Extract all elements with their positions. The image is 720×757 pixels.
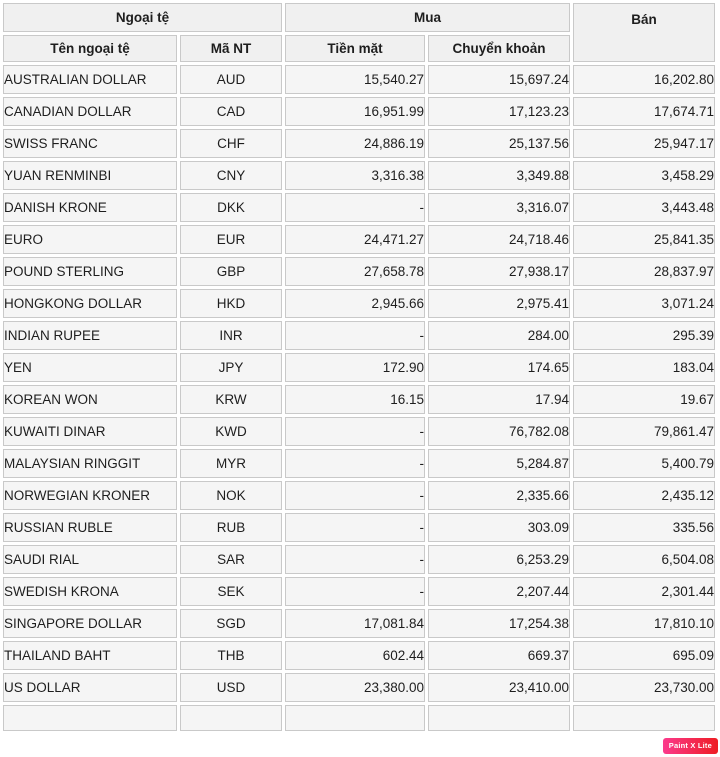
currency-name: DANISH KRONE	[3, 193, 177, 222]
sell-rate: 17,674.71	[573, 97, 715, 126]
cash-buy-rate: -	[285, 193, 425, 222]
currency-code: MYR	[180, 449, 282, 478]
table-row-cny	[3, 161, 715, 190]
currency-name: SWEDISH KRONA	[3, 577, 177, 606]
transfer-buy-rate: 303.09	[428, 513, 570, 542]
table-row-nok	[3, 481, 715, 510]
sell-rate: 19.67	[573, 385, 715, 414]
transfer-buy-rate: 25,137.56	[428, 129, 570, 158]
transfer-buy-rate: 24,718.46	[428, 225, 570, 254]
cash-buy-rate: 17,081.84	[285, 609, 425, 638]
table-row-kwd	[3, 417, 715, 446]
transfer-buy-rate: 669.37	[428, 641, 570, 670]
transfer-buy-rate: 3,349.88	[428, 161, 570, 190]
table-row-chf	[3, 129, 715, 158]
table-row-myr	[3, 449, 715, 478]
transfer-buy-rate: 76,782.08	[428, 417, 570, 446]
currency-name: HONGKONG DOLLAR	[3, 289, 177, 318]
transfer-buy-rate: 17,254.38	[428, 609, 570, 638]
table-row-krw	[3, 385, 715, 414]
currency-name: CANADIAN DOLLAR	[3, 97, 177, 126]
cash-buy-rate: 602.44	[285, 641, 425, 670]
table-body	[3, 65, 715, 731]
sell-rate: 295.39	[573, 321, 715, 350]
currency-code: AUD	[180, 65, 282, 94]
cash-buy-rate: -	[285, 513, 425, 542]
cash-buy-rate: 16.15	[285, 385, 425, 414]
currency-name: THAILAND BAHT	[3, 641, 177, 670]
sell-rate: 25,947.17	[573, 129, 715, 158]
currency-code: SGD	[180, 609, 282, 638]
transfer-buy-rate	[428, 705, 570, 731]
paint-x-lite-watermark: Paint X Lite	[663, 738, 718, 754]
currency-code: RUB	[180, 513, 282, 542]
sell-rate: 17,810.10	[573, 609, 715, 638]
currency-name: SWISS FRANC	[3, 129, 177, 158]
currency-code: HKD	[180, 289, 282, 318]
table-header	[3, 3, 715, 62]
currency-name: SAUDI RIAL	[3, 545, 177, 574]
currency-name: RUSSIAN RUBLE	[3, 513, 177, 542]
sell-rate: 79,861.47	[573, 417, 715, 446]
currency-name: KUWAITI DINAR	[3, 417, 177, 446]
cash-buy-rate: 27,658.78	[285, 257, 425, 286]
currency-code	[180, 705, 282, 731]
transfer-buy-rate: 3,316.07	[428, 193, 570, 222]
currency-name: YUAN RENMINBI	[3, 161, 177, 190]
sell-rate: 23,730.00	[573, 673, 715, 702]
transfer-buy-rate: 2,975.41	[428, 289, 570, 318]
header-cash: Tiền mặt	[285, 35, 425, 62]
sell-rate: 335.56	[573, 513, 715, 542]
currency-code: EUR	[180, 225, 282, 254]
sell-rate: 695.09	[573, 641, 715, 670]
currency-code: KWD	[180, 417, 282, 446]
table-row-cad	[3, 97, 715, 126]
transfer-buy-rate: 2,207.44	[428, 577, 570, 606]
cash-buy-rate: -	[285, 545, 425, 574]
currency-name: SINGAPORE DOLLAR	[3, 609, 177, 638]
cash-buy-rate: -	[285, 321, 425, 350]
currency-name: US DOLLAR	[3, 673, 177, 702]
table-row-gbp	[3, 257, 715, 286]
cash-buy-rate: -	[285, 481, 425, 510]
sell-rate: 3,071.24	[573, 289, 715, 318]
table-row-jpy	[3, 353, 715, 382]
header-currency-name: Tên ngoại tệ	[3, 35, 177, 62]
currency-name: KOREAN WON	[3, 385, 177, 414]
currency-name: EURO	[3, 225, 177, 254]
header-currency-code: Mã NT	[180, 35, 282, 62]
transfer-buy-rate: 6,253.29	[428, 545, 570, 574]
cash-buy-rate: -	[285, 577, 425, 606]
currency-code: DKK	[180, 193, 282, 222]
cash-buy-rate: 16,951.99	[285, 97, 425, 126]
currency-name: NORWEGIAN KRONER	[3, 481, 177, 510]
currency-code: KRW	[180, 385, 282, 414]
cash-buy-rate: -	[285, 417, 425, 446]
table-row-partial	[3, 705, 715, 731]
transfer-buy-rate: 2,335.66	[428, 481, 570, 510]
currency-name: YEN	[3, 353, 177, 382]
cash-buy-rate: 3,316.38	[285, 161, 425, 190]
sell-rate: 28,837.97	[573, 257, 715, 286]
currency-code: SEK	[180, 577, 282, 606]
sell-rate: 6,504.08	[573, 545, 715, 574]
transfer-buy-rate: 5,284.87	[428, 449, 570, 478]
transfer-buy-rate: 174.65	[428, 353, 570, 382]
sell-rate: 3,458.29	[573, 161, 715, 190]
table-row-sar	[3, 545, 715, 574]
cash-buy-rate: 24,471.27	[285, 225, 425, 254]
currency-code: SAR	[180, 545, 282, 574]
table-row-dkk	[3, 193, 715, 222]
cash-buy-rate: 23,380.00	[285, 673, 425, 702]
table-row-thb	[3, 641, 715, 670]
header-transfer: Chuyển khoản	[428, 35, 570, 62]
transfer-buy-rate: 23,410.00	[428, 673, 570, 702]
table-row-usd	[3, 673, 715, 702]
table-row-eur	[3, 225, 715, 254]
table-row-inr	[3, 321, 715, 350]
currency-code: CAD	[180, 97, 282, 126]
currency-code: JPY	[180, 353, 282, 382]
sell-rate: 2,435.12	[573, 481, 715, 510]
currency-code: THB	[180, 641, 282, 670]
transfer-buy-rate: 15,697.24	[428, 65, 570, 94]
table-row-sgd	[3, 609, 715, 638]
currency-code: INR	[180, 321, 282, 350]
table-row-sek	[3, 577, 715, 606]
sell-rate: 25,841.35	[573, 225, 715, 254]
transfer-buy-rate: 17,123.23	[428, 97, 570, 126]
currency-name: AUSTRALIAN DOLLAR	[3, 65, 177, 94]
sell-rate: 5,400.79	[573, 449, 715, 478]
currency-name	[3, 705, 177, 731]
cash-buy-rate: 172.90	[285, 353, 425, 382]
table-row-aud	[3, 65, 715, 94]
sell-rate	[573, 705, 715, 731]
table-row-rub	[3, 513, 715, 542]
currency-name: POUND STERLING	[3, 257, 177, 286]
currency-code: USD	[180, 673, 282, 702]
currency-name: MALAYSIAN RINGGIT	[3, 449, 177, 478]
cash-buy-rate: 2,945.66	[285, 289, 425, 318]
currency-code: GBP	[180, 257, 282, 286]
header-buy-group: Mua	[285, 3, 570, 32]
table-row-hkd	[3, 289, 715, 318]
sell-rate: 3,443.48	[573, 193, 715, 222]
sell-rate: 2,301.44	[573, 577, 715, 606]
cash-buy-rate: 24,886.19	[285, 129, 425, 158]
cash-buy-rate	[285, 705, 425, 731]
currency-code: CHF	[180, 129, 282, 158]
header-currency-group: Ngoại tệ	[3, 3, 282, 32]
cash-buy-rate: 15,540.27	[285, 65, 425, 94]
header-group-row	[3, 3, 715, 32]
cash-buy-rate: -	[285, 449, 425, 478]
transfer-buy-rate: 17.94	[428, 385, 570, 414]
sell-rate: 183.04	[573, 353, 715, 382]
transfer-buy-rate: 284.00	[428, 321, 570, 350]
transfer-buy-rate: 27,938.17	[428, 257, 570, 286]
sell-rate: 16,202.80	[573, 65, 715, 94]
currency-name: INDIAN RUPEE	[3, 321, 177, 350]
currency-code: CNY	[180, 161, 282, 190]
header-sell: Bán	[573, 3, 715, 62]
currency-code: NOK	[180, 481, 282, 510]
